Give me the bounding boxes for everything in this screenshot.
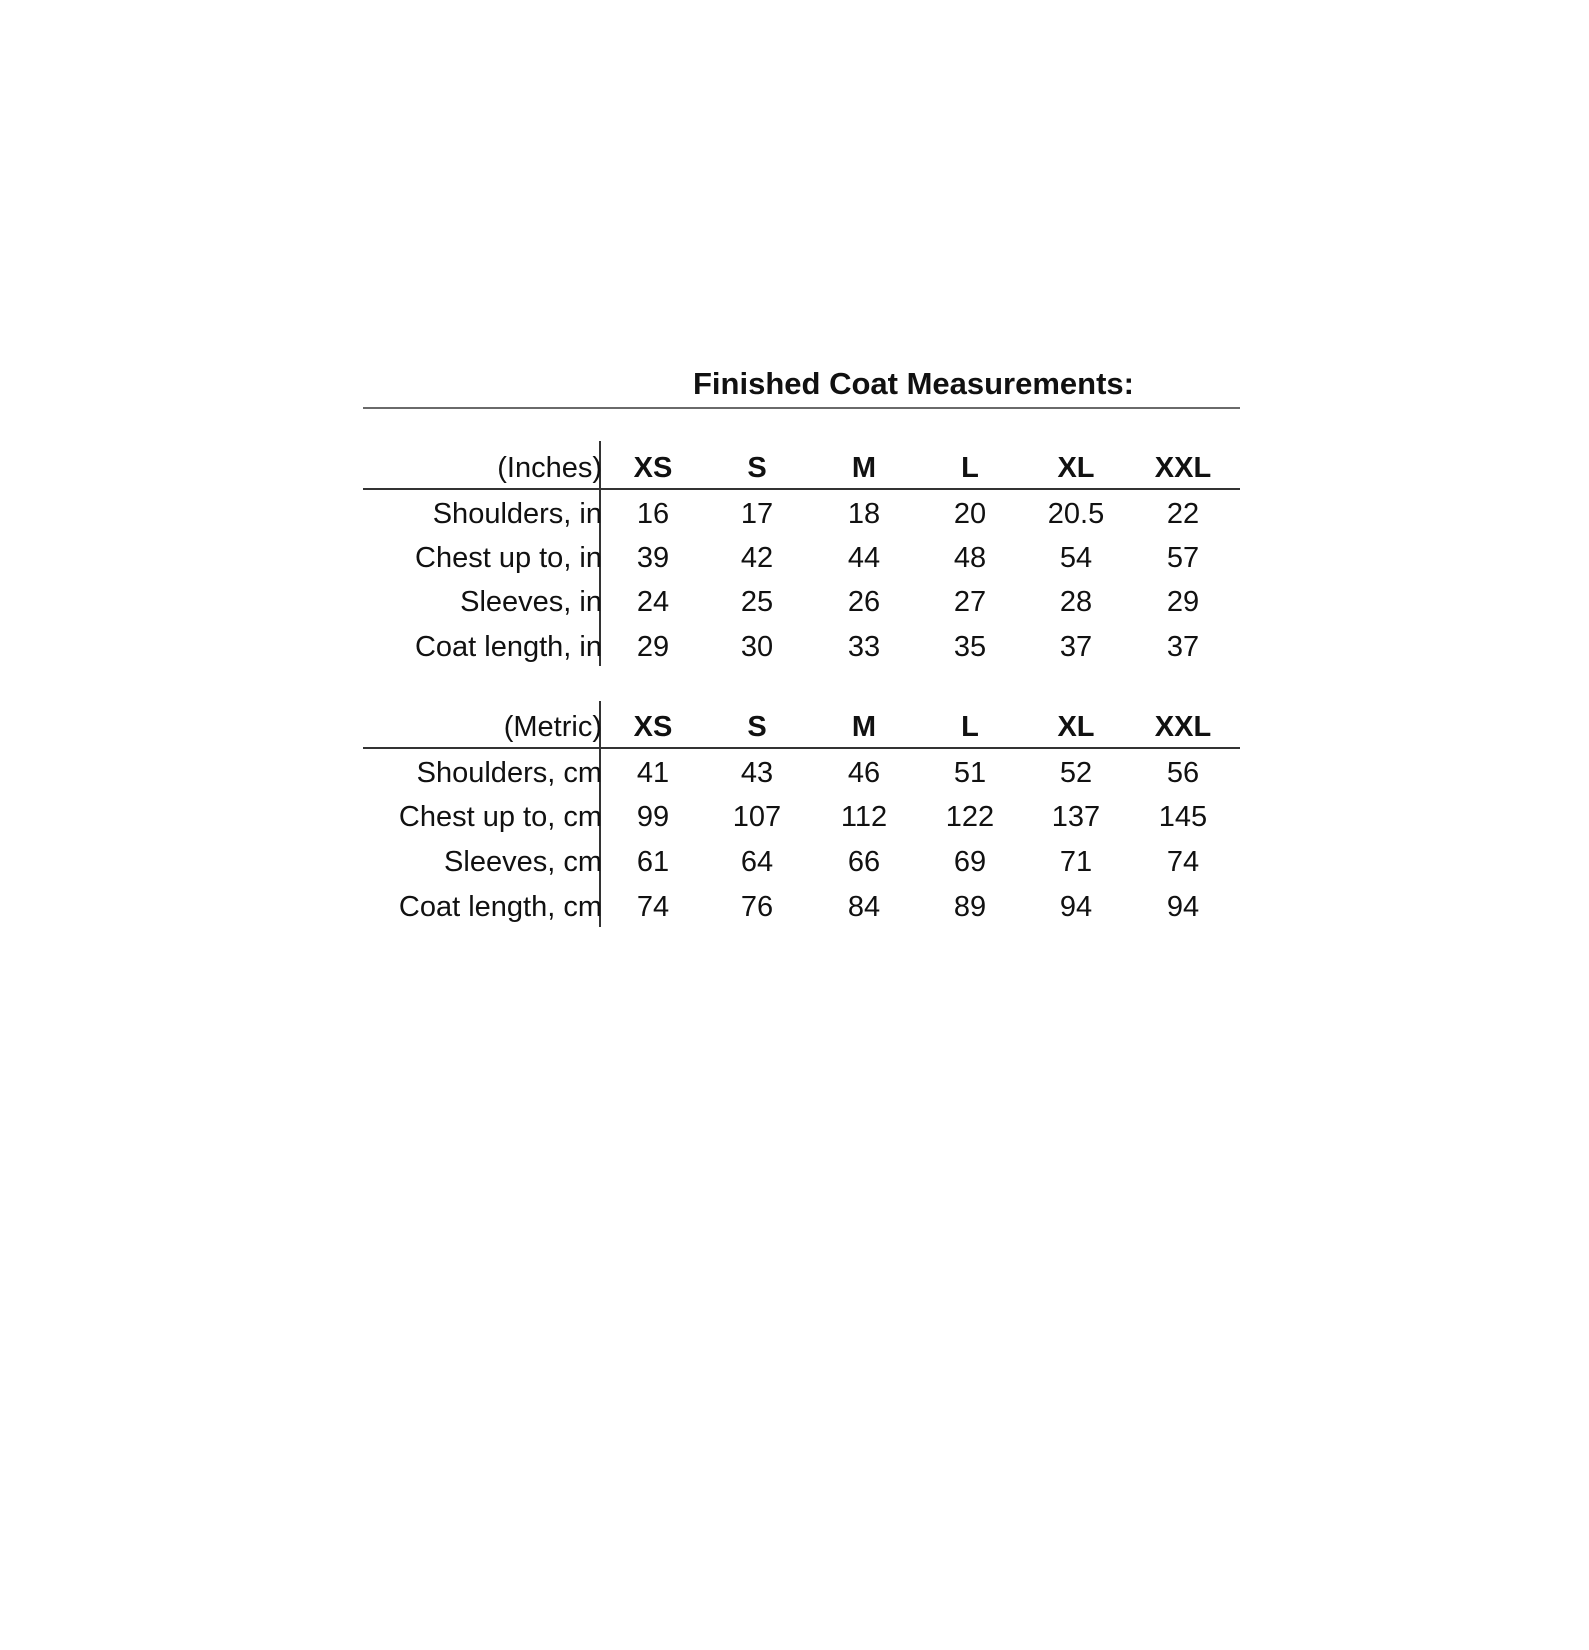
table-cell: 33 <box>847 631 881 663</box>
table-row <box>363 840 1240 885</box>
row-label: Coat length, cm <box>398 891 602 923</box>
table-cell: 84 <box>847 891 881 923</box>
table-cell: 26 <box>847 586 881 618</box>
table-cell: 74 <box>636 891 670 923</box>
size-header-s: S <box>747 452 767 484</box>
size-header-l: L <box>961 711 979 743</box>
table-cell: 64 <box>740 846 774 878</box>
table-cell: 122 <box>945 801 995 833</box>
table-cell: 20.5 <box>1047 498 1105 530</box>
metric-size-table <box>363 701 1240 927</box>
size-header-xl: XL <box>1057 452 1095 484</box>
size-header-m: M <box>851 711 877 743</box>
row-label: Chest up to, in <box>415 542 602 574</box>
table-cell: 145 <box>1158 801 1208 833</box>
table-cell: 66 <box>847 846 881 878</box>
size-header-xs: XS <box>633 711 673 743</box>
table-cell: 17 <box>740 498 774 530</box>
size-header-s: S <box>747 711 767 743</box>
table-cell: 137 <box>1051 801 1101 833</box>
table-cell: 37 <box>1059 631 1093 663</box>
table-row <box>363 885 1240 930</box>
table-cell: 89 <box>953 891 987 923</box>
table-cell: 99 <box>636 801 670 833</box>
unit-label: (Metric) <box>503 711 602 743</box>
unit-label: (Inches) <box>497 452 602 484</box>
table-cell: 44 <box>847 542 881 574</box>
row-label: Sleeves, cm <box>444 846 602 878</box>
header-divider <box>363 488 1240 490</box>
table-row <box>363 751 1240 796</box>
table-cell: 61 <box>636 846 670 878</box>
table-cell: 27 <box>953 586 987 618</box>
table-cell: 54 <box>1059 542 1093 574</box>
table-row <box>363 625 1240 670</box>
table-cell: 57 <box>1166 542 1200 574</box>
table-row <box>363 580 1240 625</box>
table-cell: 112 <box>840 801 888 833</box>
table-header-row <box>363 705 1240 750</box>
table-cell: 56 <box>1166 757 1200 789</box>
table-cell: 94 <box>1059 891 1093 923</box>
table-cell: 71 <box>1059 846 1093 878</box>
table-cell: 48 <box>953 542 987 574</box>
table-row <box>363 536 1240 581</box>
title-divider <box>363 407 1240 409</box>
table-row <box>363 795 1240 840</box>
size-header-xs: XS <box>633 452 673 484</box>
table-cell: 29 <box>1166 586 1200 618</box>
table-cell: 69 <box>953 846 987 878</box>
row-label: Shoulders, in <box>432 498 602 530</box>
table-cell: 37 <box>1166 631 1200 663</box>
row-label: Coat length, in <box>414 631 602 663</box>
table-row <box>363 492 1240 537</box>
size-header-xl: XL <box>1057 711 1095 743</box>
table-cell: 76 <box>740 891 774 923</box>
size-header-xxl: XXL <box>1154 452 1212 484</box>
table-cell: 43 <box>740 757 774 789</box>
size-header-l: L <box>961 452 979 484</box>
table-cell: 39 <box>636 542 670 574</box>
table-cell: 18 <box>847 498 881 530</box>
table-cell: 94 <box>1166 891 1200 923</box>
row-label: Chest up to, cm <box>398 801 602 833</box>
table-cell: 30 <box>740 631 774 663</box>
row-label: Shoulders, cm <box>416 757 602 789</box>
table-cell: 107 <box>732 801 782 833</box>
table-cell: 52 <box>1059 757 1093 789</box>
table-cell: 41 <box>636 757 670 789</box>
table-cell: 20 <box>953 498 987 530</box>
size-header-m: M <box>851 452 877 484</box>
table-cell: 16 <box>636 498 670 530</box>
row-label: Sleeves, in <box>460 586 602 618</box>
table-cell: 22 <box>1166 498 1200 530</box>
header-divider <box>363 747 1240 749</box>
table-cell: 46 <box>847 757 881 789</box>
table-cell: 35 <box>953 631 987 663</box>
page-title: Finished Coat Measurements: <box>693 366 1134 401</box>
table-cell: 74 <box>1166 846 1200 878</box>
table-cell: 51 <box>953 757 987 789</box>
table-cell: 28 <box>1059 586 1093 618</box>
table-cell: 24 <box>636 586 670 618</box>
table-cell: 25 <box>740 586 774 618</box>
size-header-xxl: XXL <box>1154 711 1212 743</box>
table-header-row <box>363 446 1240 491</box>
table-cell: 29 <box>636 631 670 663</box>
inches-size-table <box>363 441 1240 666</box>
table-cell: 42 <box>740 542 774 574</box>
